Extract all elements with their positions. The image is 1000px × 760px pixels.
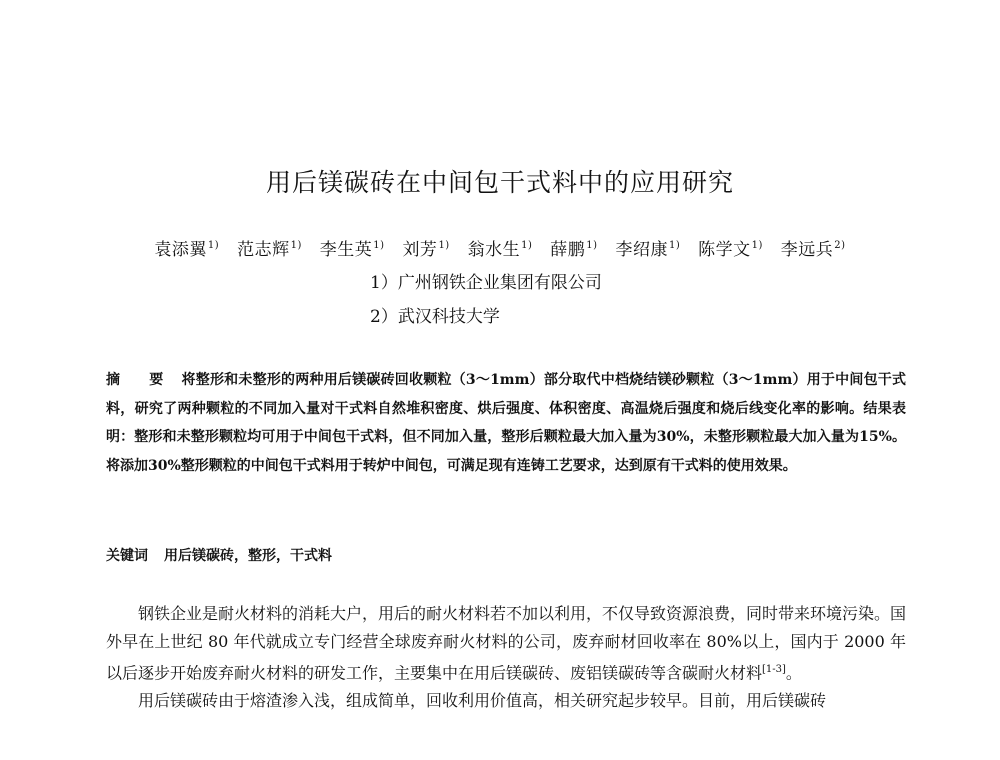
author-affiliation-mark: 1) [290,240,302,252]
author [615,240,680,260]
author-name: 李生英 [319,240,373,260]
paragraph-text: 钢铁企业是耐火材料的消耗大户，用后的耐火材料若不加以利用，不仅导致资源浪费，同时带来环境污染。国外早在上世纪 80 年代就成立专门经营全球废弃耐火材料的公司，废弃耐材回收率在 80%以上，国内于 2000 年以后逐步开始废弃耐火材料的研发工作，主要集中在用后镁碳砖、废铝镁碳砖等含碳耐火材料 [106,604,907,683]
author [154,240,219,260]
author-affiliation-mark: 1) [668,240,681,252]
author [550,240,597,260]
author-name: 袁添翼 [154,240,207,260]
abstract-text: 将整形和未整形的两种用后镁碳砖回收颗粒（3～1mm）部分取代中档烧结镁砂颗粒（3～1mm）用于中间包干式料，研究了两种颗粒的不同加入量对干式料自然堆积密度、烘后强度、体积密度、高温烧后强度和烧后线变化率的影响。结果表明：整形和未整形颗粒均可用于中间包干式料，但不同加入量，整形后颗粒最大加入量为30%，未整形颗粒最大加入量为15%。将添加30%整形颗粒的中间包干式料用于转炉中间包，可满足现有连铸工艺要求，达到原有干式料的使用效果。 [106,372,906,474]
body-paragraph [106,600,906,687]
author-affiliation-mark: 1) [207,240,220,252]
author-name: 刘芳 [402,240,438,260]
author-affiliation-mark: 1) [586,240,598,252]
author [237,240,302,260]
keywords-label: 关键词 [106,548,148,564]
author-name: 翁水生 [467,240,521,260]
author-list [0,235,1000,260]
abstract-label: 摘 要 [106,372,176,388]
paragraph-text: 用后镁碳砖由于熔渣渗入浅，组成简单，回收利用价值高，相关研究起步较早。目前，用后镁碳砖 [138,691,827,711]
author-name: 李远兵 [780,240,834,260]
body-paragraph [106,687,906,715]
author [781,240,846,260]
author-affiliation-mark: 1) [438,240,450,252]
author-name: 范志辉 [237,240,290,260]
author [402,240,449,260]
author [320,240,385,260]
affiliation-1: 1）广州钢铁企业集团有限公司 [370,273,602,293]
abstract [106,366,906,480]
author-affiliation-mark: 2) [834,240,846,252]
author-affiliation-mark: 1) [521,240,533,252]
author-affiliation-mark: 1) [751,240,763,252]
affiliation-2: 2）武汉科技大学 [370,307,500,327]
author-name: 陈学文 [698,240,751,260]
author [698,240,763,260]
keywords [106,545,332,565]
keywords-text: 用后镁碳砖，整形，干式料 [164,548,332,564]
author-name: 薛鹏 [550,240,586,260]
citation-reference: [1-3] [762,664,786,675]
author-affiliation-mark: 1) [373,240,385,252]
paper-title: 用后镁碳砖在中间包干式料中的应用研究 [265,168,734,197]
author [468,240,533,260]
body-text [106,600,906,715]
author-name: 李绍康 [615,240,668,260]
paragraph-end: 。 [785,663,802,683]
